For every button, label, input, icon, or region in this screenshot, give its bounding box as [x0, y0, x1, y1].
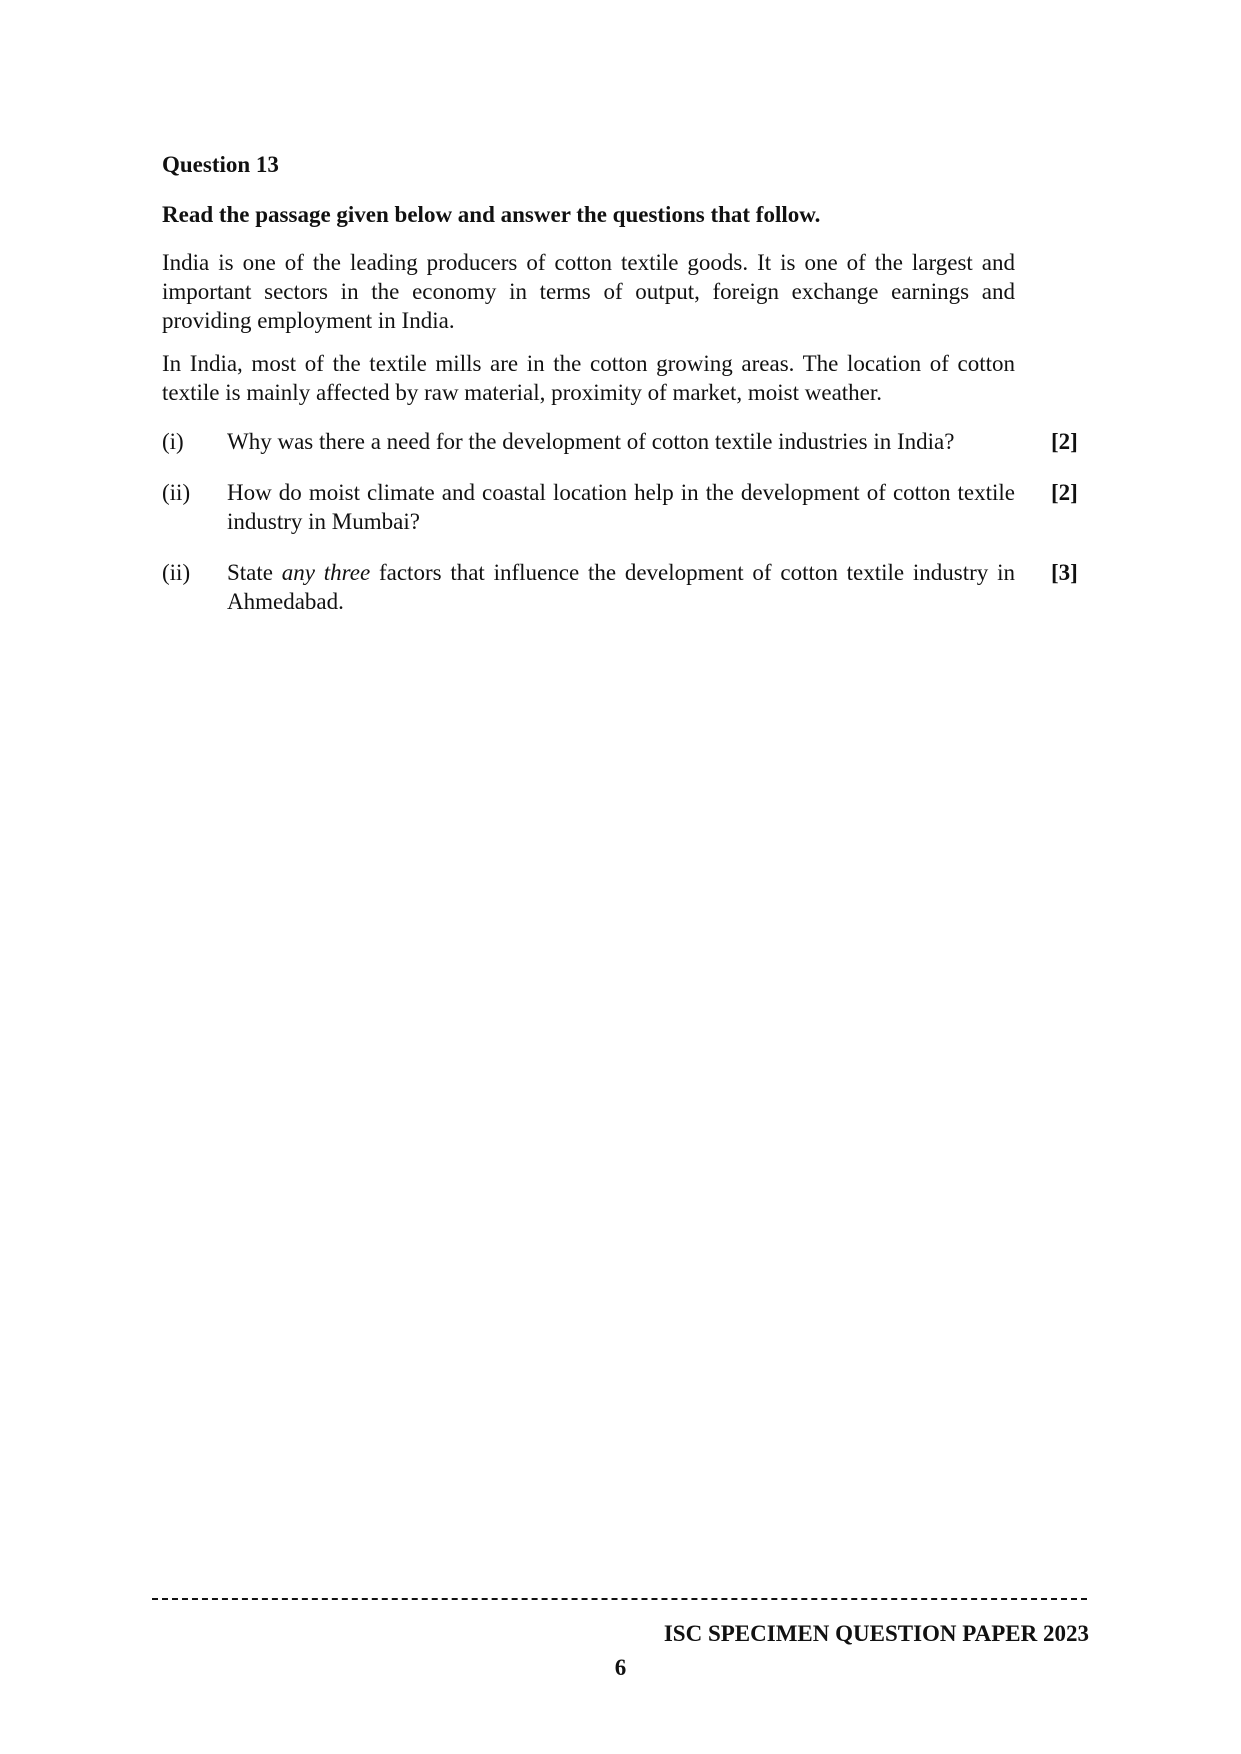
subquestion-text: [227, 558, 1015, 616]
subquestion-item: [162, 558, 1082, 616]
question-instruction: Read the passage given below and answer the questions that follow.: [162, 202, 821, 227]
subquestion-marks: [3]: [1051, 560, 1078, 585]
subquestion-item: [162, 427, 1082, 456]
subquestion-number: (i): [162, 429, 184, 454]
subquestion-marks: [2]: [1051, 480, 1078, 505]
subquestion-list: [162, 427, 1082, 616]
passage-paragraph-1: India is one of the leading producers of cotton textile goods. It is one of the largest and important sectors in the economy in terms of output, foreign exchange earnings and providing employment in India.: [162, 250, 1015, 333]
subquestion-text: Why was there a need for the development of cotton textile industries in India?: [227, 429, 955, 454]
subquestion-number: (ii): [162, 480, 191, 505]
passage-paragraph-2: In India, most of the textile mills are in the cotton growing areas. The location of cotton textile is mainly affected by raw material, proximity of market, moist weather.: [162, 351, 1015, 405]
question-title: Question 13: [162, 152, 279, 177]
subquestion-text-start: State: [227, 560, 282, 585]
subquestion-marks: [2]: [1051, 429, 1078, 454]
subquestion-number: (ii): [162, 560, 191, 585]
question-block: [162, 150, 1082, 638]
footer-divider: [152, 1598, 1087, 1600]
page-number: 6: [614, 1655, 627, 1680]
subquestion-item: [162, 478, 1082, 536]
subquestion-text-end: factors that influence the development of cotton textile industry in Ahmedabad.: [227, 560, 1015, 614]
subquestion-text: How do moist climate and coastal location help in the development of cotton textile industry in Mumbai?: [227, 480, 1015, 534]
subquestion-emphasis: any three: [281, 560, 371, 585]
footer-title: ISC SPECIMEN QUESTION PAPER 2023: [663, 1621, 1089, 1646]
